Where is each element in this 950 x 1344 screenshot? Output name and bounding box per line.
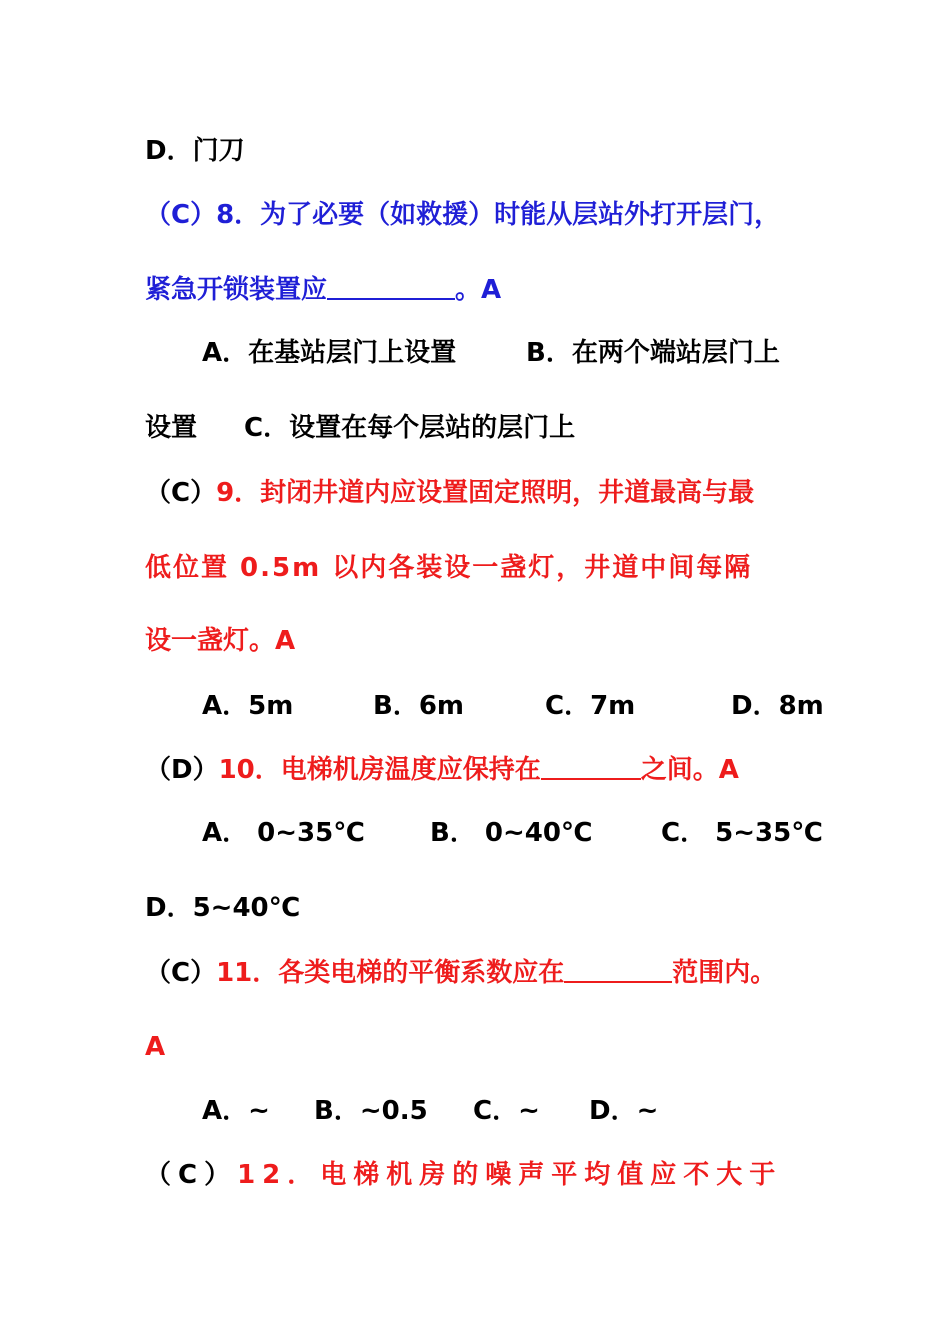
question-8-options-line-2 [145, 408, 197, 448]
question-11-prefix: （C） [145, 958, 217, 988]
question-11-line-2 [145, 1027, 165, 1067]
question-9-option-c-line [545, 686, 635, 726]
question-9-option-c: C．7m [545, 691, 636, 721]
question-11-option-c-line [473, 1091, 540, 1131]
question-8-line-1 [145, 195, 780, 235]
question-9-text-2: 低位置 0.5m 以内各装设一盏灯，井道中间每隔 [145, 553, 753, 583]
question-9-line-1 [145, 473, 754, 513]
question-12-prefix: （C） [145, 1160, 238, 1190]
question-11-option-b-line [314, 1091, 428, 1131]
question-10-option-c-line [661, 813, 823, 853]
question-11-text-2: A [145, 1032, 166, 1062]
question-9-line-2 [145, 548, 752, 588]
question-8-option-c: C．设置在每个层站的层门上 [244, 413, 576, 443]
option-d-text: D．门刀 [145, 136, 245, 166]
question-8-prefix: （C） [145, 200, 217, 230]
question-10-option-a: A． 0~35℃ [202, 818, 365, 848]
question-8-line-2 [145, 270, 501, 310]
option-d-line [145, 131, 245, 171]
question-8-blank [327, 272, 455, 300]
question-9-line-3 [145, 621, 295, 661]
question-8-option-b: B．在两个端站层门上 [526, 338, 780, 368]
question-12-line-1 [145, 1155, 782, 1195]
question-10-option-b-line [430, 813, 592, 853]
question-8-option-b-cont: 设置 [145, 413, 198, 443]
question-10-prefix: （D） [145, 755, 219, 785]
question-11-option-d-line [589, 1091, 658, 1131]
question-12-text-1: 12．电梯机房的噪声平均值应不大于 [237, 1160, 783, 1190]
question-9-text-1: 9．封闭井道内应设置固定照明，井道最高与最 [216, 478, 755, 508]
question-11-option-b: B．~0.5 [314, 1096, 428, 1126]
question-11-option-c: C．~ [473, 1096, 540, 1126]
question-8-text-2-end: 。A [455, 275, 502, 305]
question-8-option-a: A．在基站层门上设置 [202, 338, 457, 368]
question-9-option-b: B．6m [373, 691, 465, 721]
question-11-text-1-end: 范围内。 [672, 958, 777, 988]
question-9-option-b-line [373, 686, 464, 726]
question-10-option-a-line [202, 813, 365, 853]
question-9-option-a: A．5m [202, 691, 294, 721]
question-8-option-b-line [526, 333, 780, 373]
question-8-text-2: 紧急开锁装置应 [145, 275, 328, 305]
question-10-text-1: 10．电梯机房温度应保持在 [218, 755, 541, 785]
question-9-option-d-line [731, 686, 824, 726]
question-9-option-d: D．8m [731, 691, 824, 721]
question-11-line-1 [145, 953, 776, 993]
question-10-option-d: D．5~40℃ [145, 893, 301, 923]
question-11-option-a-line [202, 1091, 270, 1131]
question-10-line-1 [145, 750, 739, 790]
question-11-text-1: 11．各类电梯的平衡系数应在 [216, 958, 565, 988]
question-11-blank [564, 955, 672, 983]
question-10-text-1-end: 之间。A [640, 755, 739, 785]
question-11-option-d: D．~ [589, 1096, 659, 1126]
question-10-blank [541, 752, 641, 780]
question-9-option-a-line [202, 686, 293, 726]
question-9-prefix: （C） [145, 478, 217, 508]
question-10-option-d-line [145, 888, 300, 928]
question-8-text-1: 8．为了必要（如救援）时能从层站外打开层门， [216, 200, 781, 230]
question-10-option-b: B． 0~40℃ [430, 818, 593, 848]
question-10-option-c: C． 5~35℃ [661, 818, 823, 848]
question-9-text-3: 设一盏灯。A [145, 626, 296, 656]
question-11-option-a: A．~ [202, 1096, 270, 1126]
question-8-options-line-1 [202, 333, 456, 373]
question-8-option-c-line [244, 408, 575, 448]
